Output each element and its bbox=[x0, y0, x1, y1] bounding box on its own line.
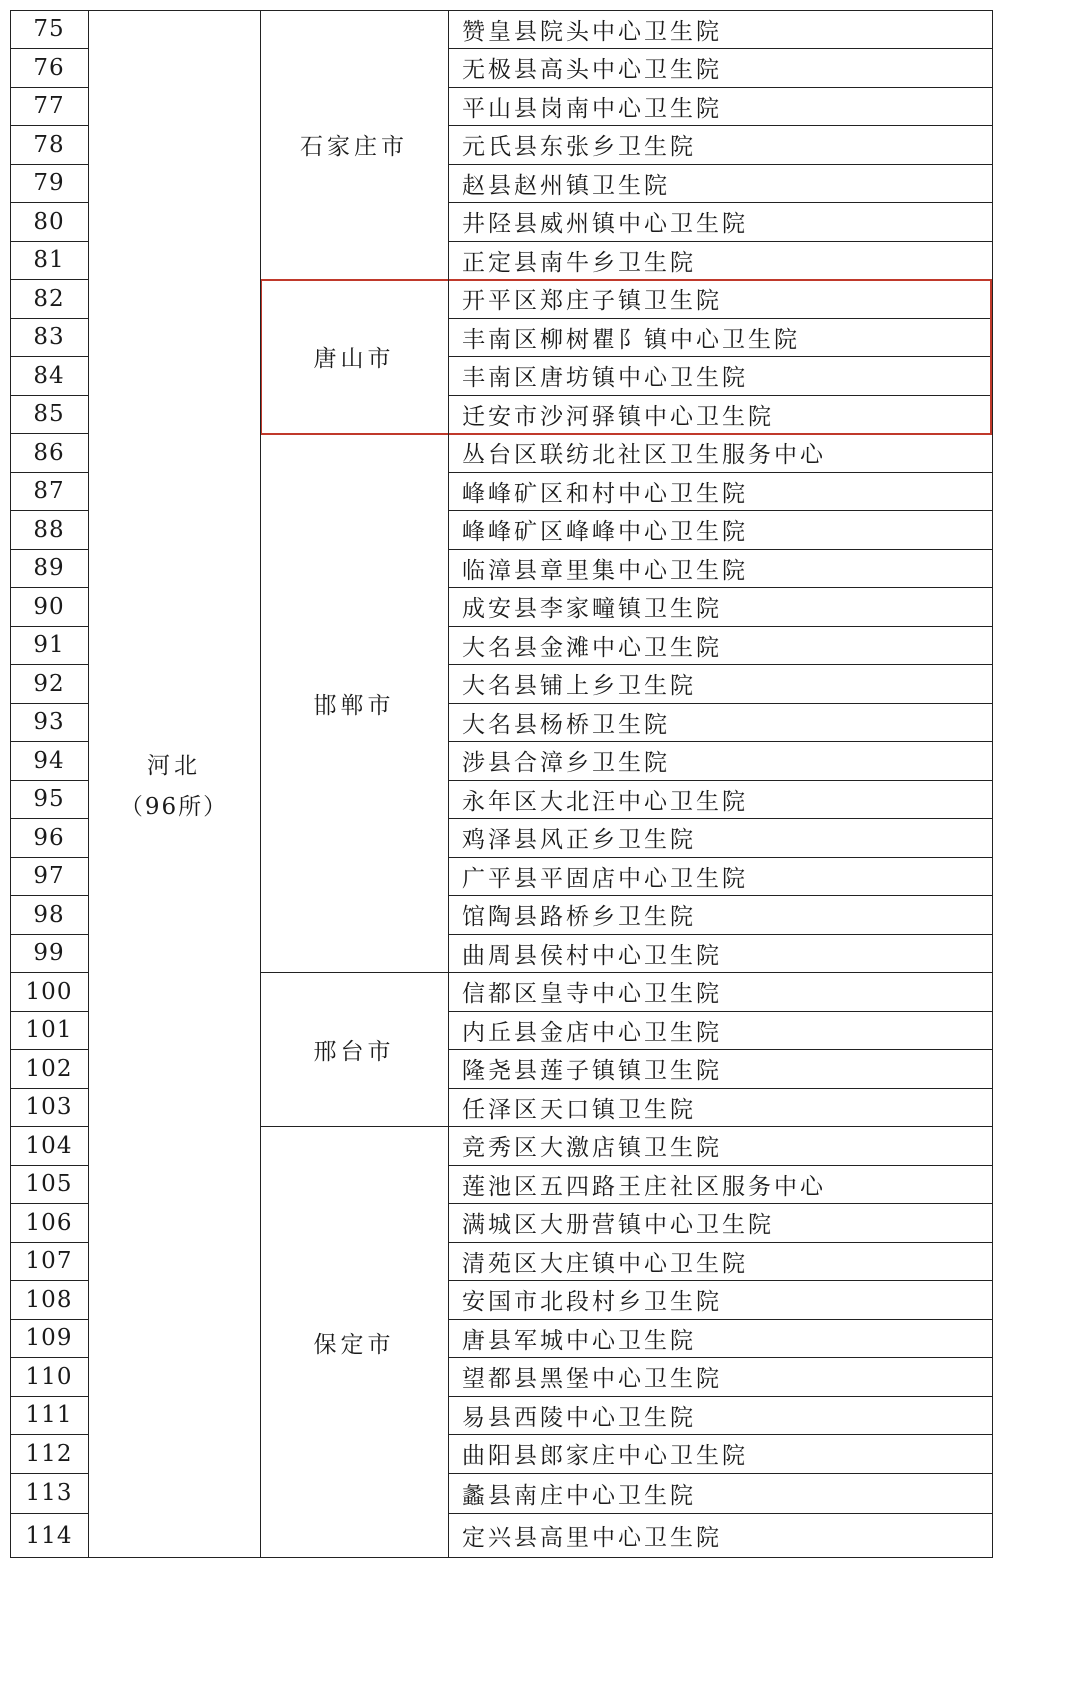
city-cell: 石家庄市 bbox=[300, 134, 408, 161]
row-number: 83 bbox=[33, 324, 65, 351]
row-number: 99 bbox=[33, 940, 65, 967]
row-number: 106 bbox=[25, 1209, 73, 1236]
hospital-name: 峰峰矿区峰峰中心卫生院 bbox=[462, 519, 748, 546]
row-number: 110 bbox=[25, 1363, 73, 1390]
row-number: 75 bbox=[33, 16, 65, 43]
hospital-name: 丰南区柳树瞿阝镇中心卫生院 bbox=[462, 326, 800, 353]
row-number: 90 bbox=[33, 593, 65, 620]
hospital-name: 大名县杨桥卫生院 bbox=[462, 711, 670, 738]
hospital-name: 广平县平固店中心卫生院 bbox=[462, 865, 748, 892]
row-number: 87 bbox=[33, 478, 65, 505]
hospital-name: 赵县赵州镇卫生院 bbox=[462, 172, 670, 199]
column-divider-3 bbox=[448, 10, 449, 1558]
hospital-name: 隆尧县莲子镇镇卫生院 bbox=[462, 1058, 722, 1085]
table-top-border bbox=[10, 10, 992, 11]
hospital-name: 定兴县高里中心卫生院 bbox=[462, 1525, 722, 1551]
hospital-name: 曲阳县郎家庄中心卫生院 bbox=[462, 1443, 748, 1470]
hospital-name: 信都区皇寺中心卫生院 bbox=[462, 981, 722, 1008]
hospital-name: 峰峰矿区和村中心卫生院 bbox=[462, 480, 748, 507]
hospital-name: 正定县南牛乡卫生院 bbox=[462, 249, 696, 276]
row-number: 76 bbox=[33, 54, 65, 81]
row-number: 98 bbox=[33, 901, 65, 928]
row-number: 97 bbox=[33, 863, 65, 890]
hospital-name: 望都县黑堡中心卫生院 bbox=[462, 1366, 722, 1393]
table-bottom-border bbox=[10, 1557, 992, 1558]
row-number: 96 bbox=[33, 824, 65, 851]
row-number: 95 bbox=[33, 786, 65, 813]
hospital-name: 安国市北段村乡卫生院 bbox=[462, 1289, 722, 1316]
row-number: 79 bbox=[33, 170, 65, 197]
column-divider-2 bbox=[260, 10, 261, 1558]
hospital-name: 赞皇县院头中心卫生院 bbox=[462, 18, 722, 45]
hospital-name: 易县西陵中心卫生院 bbox=[462, 1404, 696, 1431]
row-number: 107 bbox=[25, 1248, 73, 1275]
row-number: 111 bbox=[25, 1402, 73, 1429]
hospital-name: 成安县李家疃镇卫生院 bbox=[462, 596, 722, 623]
row-number: 86 bbox=[33, 439, 65, 466]
row-number: 92 bbox=[33, 670, 65, 697]
city-cell: 保定市 bbox=[313, 1331, 395, 1358]
city-cell: 邢台市 bbox=[313, 1039, 395, 1065]
row-number: 93 bbox=[33, 709, 65, 736]
province-name: 河北 bbox=[147, 752, 201, 779]
hospital-name: 丛台区联纺北社区卫生服务中心 bbox=[462, 442, 826, 469]
hospital-name: 涉县合漳乡卫生院 bbox=[462, 750, 670, 777]
row-number: 112 bbox=[25, 1440, 73, 1467]
hospital-name: 内丘县金店中心卫生院 bbox=[462, 1019, 722, 1046]
hospital-name: 永年区大北汪中心卫生院 bbox=[462, 788, 748, 815]
hospital-name: 平山县岗南中心卫生院 bbox=[462, 95, 722, 122]
row-number: 84 bbox=[33, 362, 65, 389]
hospital-name: 竞秀区大激店镇卫生院 bbox=[462, 1135, 722, 1162]
row-number: 88 bbox=[33, 516, 65, 543]
row-number: 89 bbox=[33, 555, 65, 582]
row-number: 80 bbox=[33, 208, 65, 235]
city-cell: 邯郸市 bbox=[313, 692, 395, 719]
row-number: 100 bbox=[25, 978, 73, 1005]
city-cell: 唐山市 bbox=[313, 346, 395, 372]
row-number: 104 bbox=[25, 1132, 73, 1159]
row-number: 82 bbox=[33, 285, 65, 312]
row-number: 78 bbox=[33, 131, 65, 158]
column-divider-1 bbox=[88, 10, 89, 1558]
hospital-name: 无极县高头中心卫生院 bbox=[462, 57, 722, 84]
hospital-name: 临漳县章里集中心卫生院 bbox=[462, 557, 748, 584]
row-number: 105 bbox=[25, 1171, 73, 1198]
row-number: 108 bbox=[25, 1286, 73, 1313]
row-number: 85 bbox=[33, 401, 65, 428]
row-number: 91 bbox=[33, 632, 65, 659]
row-number: 113 bbox=[25, 1480, 73, 1507]
province-cell bbox=[88, 10, 260, 1558]
hospital-name: 鸡泽县风正乡卫生院 bbox=[462, 827, 696, 854]
row-number: 102 bbox=[25, 1055, 73, 1082]
hospital-name: 丰南区唐坊镇中心卫生院 bbox=[462, 365, 748, 392]
hospital-name: 唐县军城中心卫生院 bbox=[462, 1327, 696, 1354]
hospital-name: 曲周县侯村中心卫生院 bbox=[462, 942, 722, 969]
hospital-name: 满城区大册营镇中心卫生院 bbox=[462, 1212, 774, 1239]
row-number: 101 bbox=[25, 1017, 73, 1044]
hospital-name: 任泽区天口镇卫生院 bbox=[462, 1096, 696, 1123]
hospital-name: 迁安市沙河驿镇中心卫生院 bbox=[462, 403, 774, 430]
hospital-name: 开平区郑庄子镇卫生院 bbox=[462, 288, 722, 315]
hospital-name: 大名县金滩中心卫生院 bbox=[462, 634, 722, 661]
row-number: 77 bbox=[33, 93, 65, 120]
row-number: 109 bbox=[25, 1325, 73, 1352]
column-divider-0 bbox=[10, 10, 11, 1558]
row-number: 81 bbox=[33, 247, 65, 274]
hospital-name: 元氏县东张乡卫生院 bbox=[462, 134, 696, 161]
hospital-name: 馆陶县路桥乡卫生院 bbox=[462, 904, 696, 931]
province-count: （96所） bbox=[119, 793, 229, 820]
row-number: 94 bbox=[33, 747, 65, 774]
hospital-name: 莲池区五四路王庄社区服务中心 bbox=[462, 1173, 826, 1200]
column-divider-4 bbox=[992, 10, 993, 1558]
hospital-name: 清苑区大庄镇中心卫生院 bbox=[462, 1250, 748, 1277]
row-number: 114 bbox=[25, 1522, 73, 1549]
hospital-name: 蠡县南庄中心卫生院 bbox=[462, 1482, 696, 1509]
hospital-name: 井陉县威州镇中心卫生院 bbox=[462, 211, 748, 238]
hospital-name: 大名县铺上乡卫生院 bbox=[462, 673, 696, 700]
row-number: 103 bbox=[25, 1094, 73, 1121]
